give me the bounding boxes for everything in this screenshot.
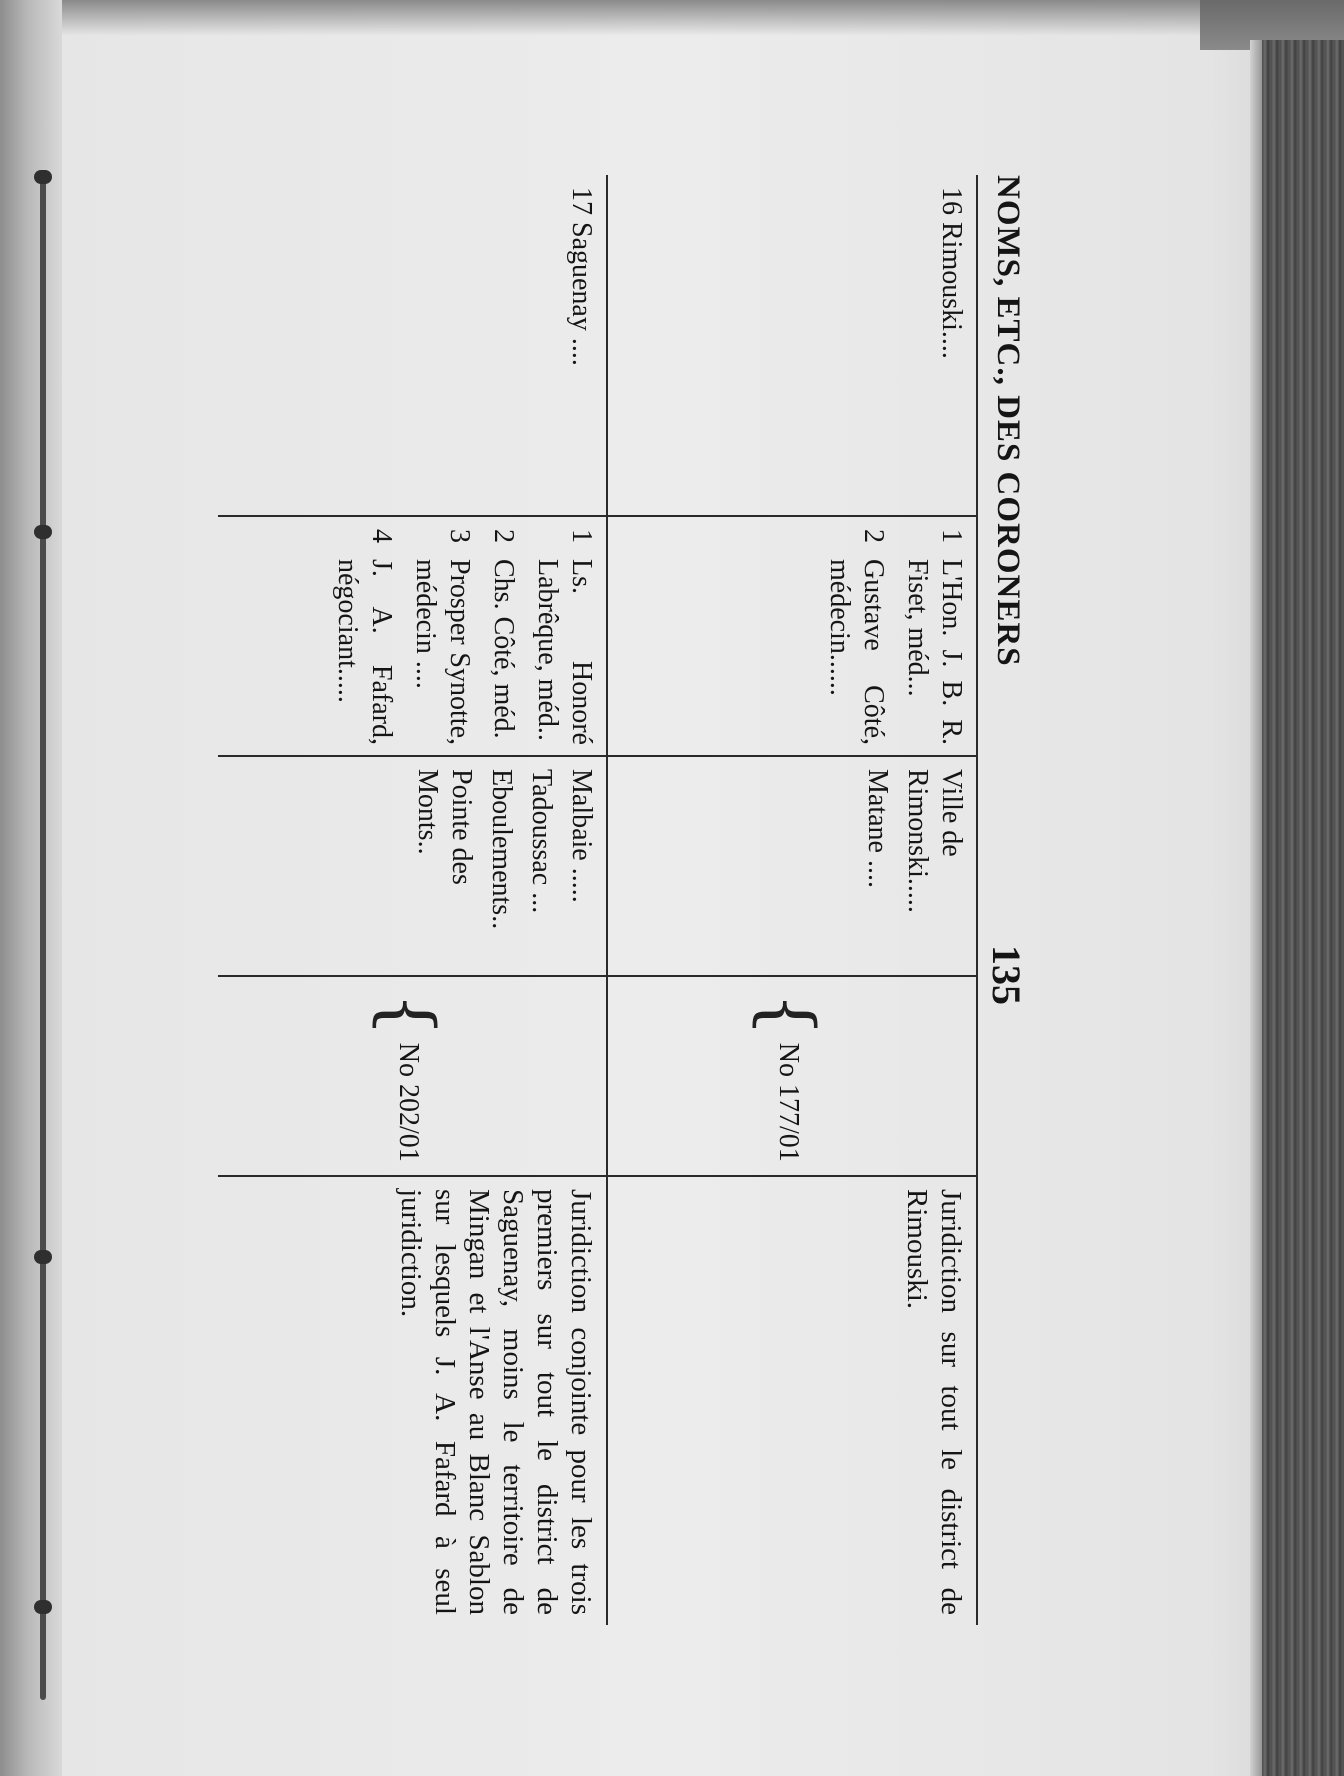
coroner-name: J. A. Fafard, négociant..... xyxy=(332,559,397,745)
coroner-name: Ls. Honoré Labrêque, méd.. xyxy=(532,559,597,745)
district-name: 17 Saguenay .... xyxy=(566,187,597,366)
coroner-name: Gustave Côté, médecin...... xyxy=(824,559,889,745)
brace-glyph: { xyxy=(367,992,449,1037)
document-number: No 202/01 xyxy=(393,1042,424,1162)
district-cell xyxy=(218,175,608,515)
coroner-name: L'Hon. J. B. R. Fiset, méd... xyxy=(902,559,967,745)
place-name: Pointe des Monts.. xyxy=(412,769,477,885)
jurisdiction-cell xyxy=(218,1175,608,1625)
rotated-page-content xyxy=(220,175,1030,1625)
binding-gutter xyxy=(0,0,62,1776)
binding-stitch xyxy=(34,1250,52,1264)
coroner-entry xyxy=(330,529,398,745)
document-number-cell xyxy=(608,975,978,1175)
page-header xyxy=(970,175,1030,1625)
jurisdiction-cell xyxy=(608,1175,978,1625)
places-cell xyxy=(608,755,978,975)
coroner-number: 4 xyxy=(366,529,397,543)
top-shadow xyxy=(0,0,1344,36)
document-number-cell xyxy=(218,975,608,1175)
jurisdiction-text: Juridiction conjointe pour les trois premiers sur tout le district de Saguenay, moins le territoire de Mingan et l'Anse au Blanc Sablon sur lesquels J. A. Fafard à seul juridiction. xyxy=(395,1189,597,1615)
jurisdiction-text: Juridiction sur tout le district de Rimouski. xyxy=(901,1189,967,1615)
brace-glyph: { xyxy=(747,992,829,1037)
running-title: NOMS, ETC., DES CORONERS xyxy=(990,175,1026,667)
coroners-cell xyxy=(608,515,978,755)
coroner-entry xyxy=(408,529,476,745)
coroner-entry xyxy=(900,529,968,745)
coroner-number: 1 xyxy=(566,529,597,543)
coroner-entry xyxy=(822,529,890,745)
coroner-name: Chs. Côté, méd. xyxy=(488,559,519,739)
place-name: Matane .... xyxy=(862,769,893,888)
coroners-cell xyxy=(218,515,608,755)
coroner-number: 3 xyxy=(444,529,475,543)
coroner-number: 1 xyxy=(936,529,967,543)
binding-stitch xyxy=(34,1600,52,1614)
coroner-name: Prosper Synotte, médecin .... xyxy=(410,559,475,745)
place-name: Tadoussac ... xyxy=(526,769,557,914)
place-name: Eboulements.. xyxy=(486,769,517,930)
binding-stitch xyxy=(34,525,52,539)
binding-stitch xyxy=(34,170,52,184)
coroner-entry xyxy=(530,529,598,745)
place-name: Ville de Rimonski..... xyxy=(902,769,967,913)
district-cell xyxy=(608,175,978,515)
binding-thread xyxy=(40,180,46,1700)
district-name: 16 Rimouski.... xyxy=(936,187,967,359)
page-stack-edge xyxy=(1262,40,1344,1776)
places-cell xyxy=(218,755,608,975)
coroner-number: 2 xyxy=(858,529,889,543)
coroner-number: 2 xyxy=(488,529,519,543)
place-name: Malbaie ..... xyxy=(566,769,597,903)
page-number: 135 xyxy=(984,945,1029,1005)
coroners-table xyxy=(218,175,978,1625)
coroner-entry xyxy=(486,529,520,745)
document-number: No 177/01 xyxy=(773,1042,804,1162)
